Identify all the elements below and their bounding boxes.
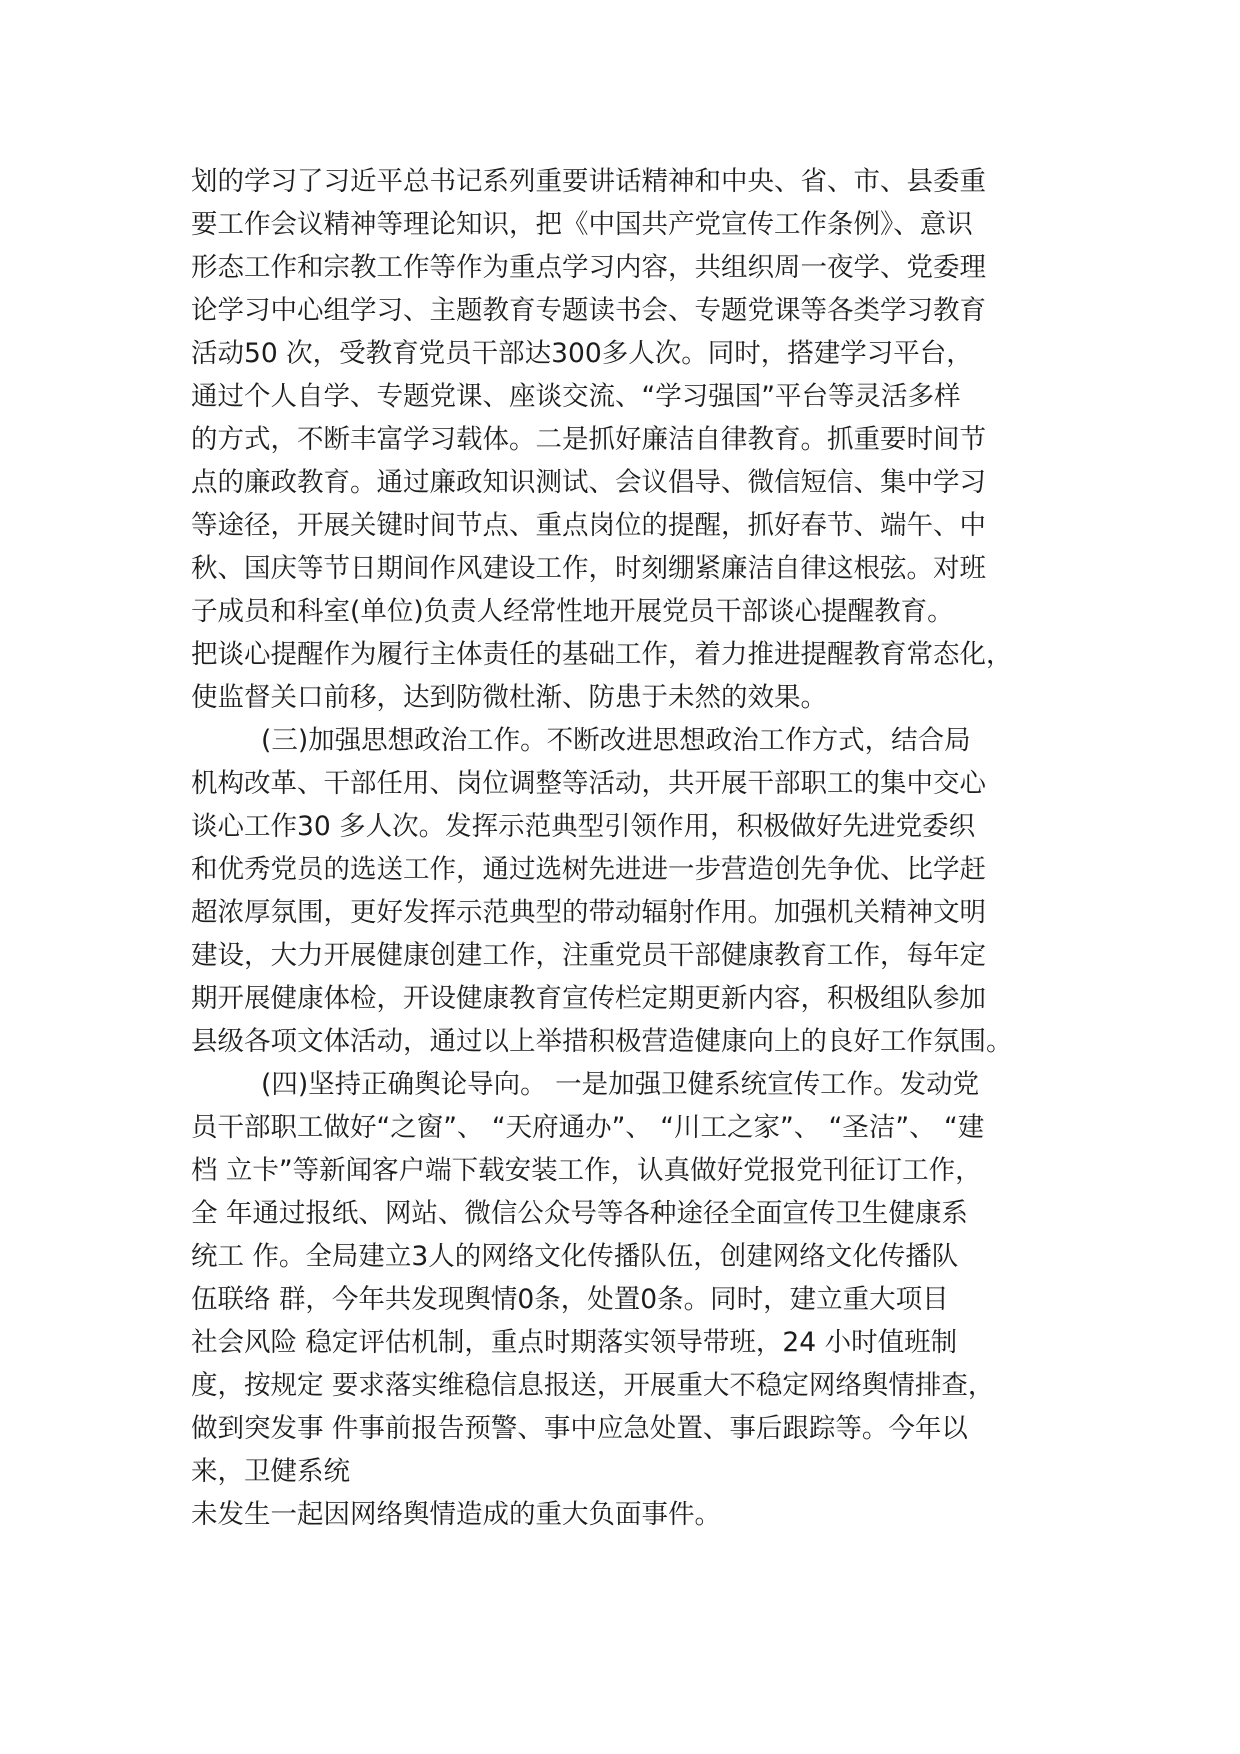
text-line: 县级各项文体活动，通过以上举措积极营造健康向上的良好工作氛围。 — [191, 1026, 1013, 1057]
text-line: 档 立卡”等新闻客户端下载安装工作，认真做好党报党刊征订工作， — [191, 1155, 982, 1186]
text-line: 社会风险 稳定评估机制，重点时期落实领导带班，24 小时值班制 — [191, 1327, 958, 1358]
text-line: 谈心工作30 多人次。发挥示范典型引领作用，积极做好先进党委织 — [191, 811, 976, 842]
text-line: 建设，大力开展健康创建工作，注重党员干部健康教育工作，每年定 — [191, 940, 986, 971]
text-line: 的方式，不断丰富学习载体。二是抓好廉洁自律教育。抓重要时间节 — [191, 424, 986, 455]
text-line: 期开展健康体检，开设健康教育宣传栏定期更新内容，积极组队参加 — [191, 983, 986, 1014]
text-line: 点的廉政教育。通过廉政知识测试、会议倡导、微信短信、集中学习 — [191, 467, 986, 498]
text-line: 来，卫健系统 — [191, 1456, 350, 1487]
text-line: 统工 作。全局建立3人的网络文化传播队伍，创建网络文化传播队 — [191, 1241, 959, 1272]
section-three-heading-line: (三)加强思想政治工作。不断改进思想政治工作方式，结合局 — [261, 725, 971, 756]
body-text — [191, 160, 1091, 1536]
text-line: 形态工作和宗教工作等作为重点学习内容，共组织周一夜学、党委理 — [191, 252, 986, 283]
text-line: 伍联络 群，今年共发现舆情0条，处置0条。同时，建立重大项目 — [191, 1284, 949, 1315]
text-line: 论学习中心组学习、主题教育专题读书会、专题党课等各类学习教育 — [191, 295, 986, 326]
text-line: 和优秀党员的选送工作，通过选树先进进一步营造创先争优、比学赶 — [191, 854, 986, 885]
text-line: 把谈心提醒作为履行主体责任的基础工作，着力推进提醒教育常态化， — [191, 639, 1013, 670]
section-four-heading-line: (四)坚持正确舆论导向。 一是加强卫健系统宣传工作。发动党 — [261, 1069, 980, 1100]
text-line: 活动50 次，受教育党员干部达300多人次。同时，搭建学习平台， — [191, 338, 973, 369]
text-line: 等途径，开展关键时间节点、重点岗位的提醒，抓好春节、端午、中 — [191, 510, 986, 541]
text-line: 要工作会议精神等理论知识，把《中国共产党宣传工作条例》、意识 — [191, 209, 973, 240]
text-line: 超浓厚氛围，更好发挥示范典型的带动辐射作用。加强机关精神文明 — [191, 897, 986, 928]
text-line: 使监督关口前移，达到防微杜渐、防患于未然的效果。 — [191, 682, 827, 713]
text-line: 通过个人自学、专题党课、座谈交流、“学习强国”平台等灵活多样 — [191, 381, 961, 412]
text-line: 度，按规定 要求落实维稳信息报送，开展重大不稳定网络舆情排查， — [191, 1370, 995, 1401]
text-line: 全 年通过报纸、网站、微信公众号等各种途径全面宣传卫生健康系 — [191, 1198, 968, 1229]
text-line: 机构改革、干部任用、岗位调整等活动，共开展干部职工的集中交心 — [191, 768, 986, 799]
text-line: 秋、国庆等节日期间作风建设工作，时刻绷紧廉洁自律这根弦。对班 — [191, 553, 986, 584]
text-line: 未发生一起因网络舆情造成的重大负面事件。 — [191, 1499, 721, 1530]
text-line: 做到突发事 件事前报告预警、事中应急处置、事后跟踪等。今年以 — [191, 1413, 968, 1444]
text-line: 子成员和科室(单位)负责人经常性地开展党员干部谈心提醒教育。 — [191, 596, 954, 627]
text-line: 员干部职工做好“之窗”、 “天府通办”、 “川工之家”、 “圣洁”、 “建 — [191, 1112, 985, 1143]
text-line: 划的学习了习近平总书记系列重要讲话精神和中央、省、市、县委重 — [191, 166, 986, 197]
